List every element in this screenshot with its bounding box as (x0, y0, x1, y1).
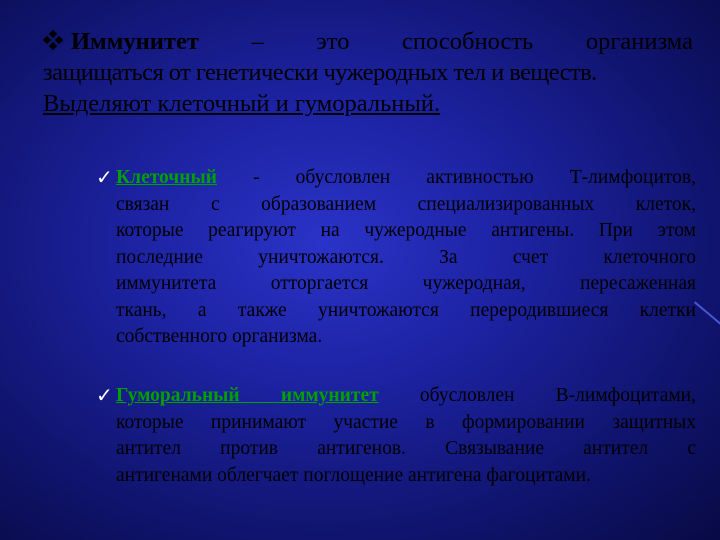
intro-word: – (251, 28, 264, 55)
humoral-first-line-text: обусловлен В-лимфоцитами, (378, 385, 696, 406)
intro-line-3: Выделяют клеточный и гуморальный. (43, 90, 441, 117)
intro-word: это (316, 28, 350, 55)
cellular-line: которые реагируют на чужеродные антигены. При этом (116, 220, 696, 241)
humoral-line: антител против антигенов. Связывание антител с (116, 438, 696, 459)
decorative-line (694, 301, 720, 328)
humoral-line: которые принимают участие в формировании защитных (116, 411, 696, 433)
cellular-line: последние уничтожаются. За счет клеточного (116, 246, 696, 268)
checkmark-icon: ✓ (96, 167, 113, 189)
humoral-first-line (116, 383, 696, 410)
cellular-line: связан с образованием специализированных клеток, (116, 193, 696, 215)
intro-word: организма (585, 28, 693, 55)
humoral-immunity-section (96, 383, 696, 489)
cellular-line: иммунитета отторгается чужеродная, пересаженная (116, 273, 696, 294)
intro-line-1 (43, 26, 693, 57)
cellular-line: ткань, а также уничтожаются переродившиеся клетки (116, 299, 696, 321)
intro-paragraph (43, 26, 693, 119)
immunity-term: Иммунитет (71, 28, 199, 55)
cellular-term: Клеточный (116, 167, 217, 188)
intro-lead (43, 26, 199, 57)
humoral-term: Гуморальный иммунитет (116, 385, 379, 406)
humoral-line: антигенами облегчает поглощение антигена фагоцитами. (116, 464, 591, 486)
intro-line-2: защищаться от генетически чужеродных тел и веществ. (43, 59, 597, 86)
diamond-bullet-icon (43, 30, 63, 50)
cellular-line: собственного организма. (116, 326, 323, 347)
checkmark-icon: ✓ (96, 385, 113, 407)
cellular-first-line (116, 165, 696, 192)
intro-word: способность (402, 28, 534, 55)
cellular-first-line-text: - обусловлен активностью Т-лимфоцитов, (217, 167, 696, 188)
cellular-immunity-section (96, 165, 696, 351)
